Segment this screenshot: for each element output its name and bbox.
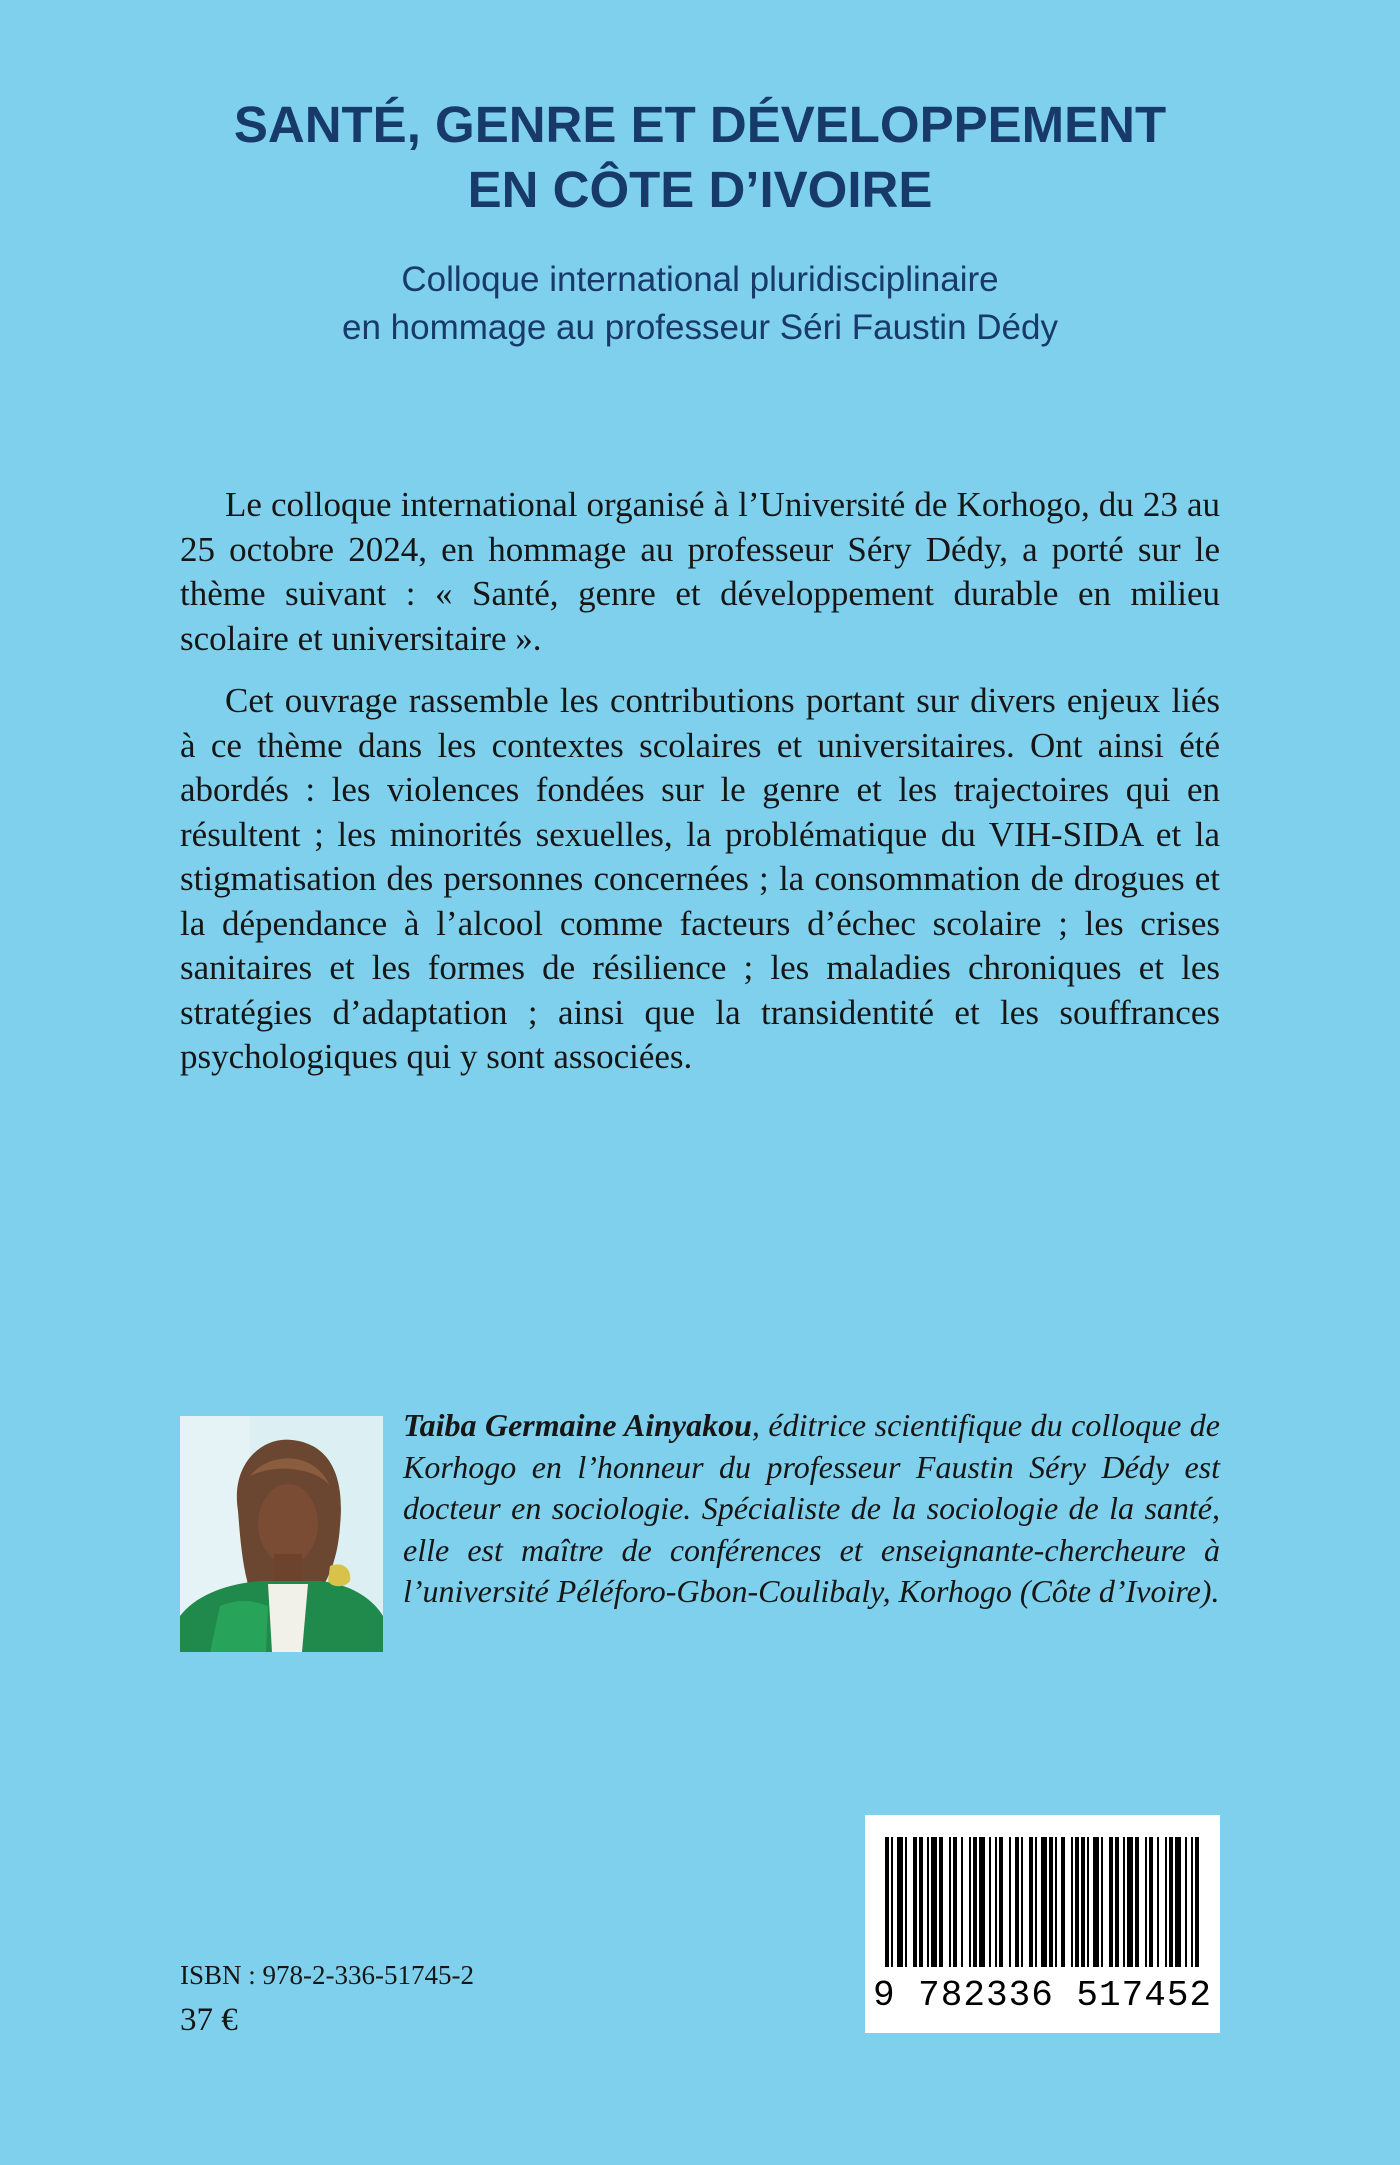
barcode-digits: 9 782336 517452 [872,1975,1213,2016]
barcode-bar [961,1837,963,1967]
author-portrait-photo [180,1416,383,1652]
barcode-bar [1015,1837,1019,1967]
barcode-bar [1093,1837,1099,1967]
barcode-bar [973,1837,977,1967]
author-bio-text: , éditrice scientifique du colloque de Korhogo en l’honneur du professeur Faustin Séry Dédy est docteur en sociologie. Spécialiste de la sociologie de la santé, elle est maître de conférences et enseignante-chercheure à l’université Péléforo-Gbon-Coulibaly, Korhogo (Côte d’Ivoire). [403,1407,1221,1609]
barcode-bar [1123,1837,1125,1967]
barcode-bar [1061,1837,1065,1967]
barcode-bar [1009,1837,1011,1967]
barcode-bar [999,1837,1003,1967]
blurb-paragraph-1: Le colloque international organisé à l’Université de Korhogo, du 23 au 25 octobre 2024, en hommage au professeur Séry Dédy, a porté sur le thème suivant : « Santé, genre et développement durable en milieu scolaire et universitaire ». [180,485,1220,658]
barcode-bar [1049,1837,1053,1967]
barcode-bar [1087,1837,1089,1967]
barcode-bar [1109,1837,1113,1967]
book-title-line-1: SANTÉ, GENRE ET DÉVELOPPEMENT [233,96,1167,153]
barcode-bar [989,1837,991,1967]
barcode-bar [1081,1837,1085,1967]
barcode-bar [979,1837,985,1967]
book-subtitle-line-2: en hommage au professeur Séri Faustin Dédy [342,308,1058,347]
barcode-bar [1071,1837,1073,1967]
isbn-text: ISBN : 978-2-336-51745-2 [180,1960,474,1990]
barcode-bar [1135,1837,1139,1967]
book-title-line-2: EN CÔTE D’IVOIRE [467,161,933,218]
barcode-bar [931,1837,937,1967]
barcode-bar [885,1837,889,1967]
barcode-bar [891,1837,893,1967]
book-subtitle-line-1: Colloque international pluridisciplinaire [401,260,999,299]
author-name: Taiba Germaine Ainyakou [403,1407,752,1443]
barcode [865,1815,1220,2033]
barcode-bar [969,1837,971,1967]
barcode-bar [919,1837,923,1967]
barcode-bar [1055,1837,1057,1967]
barcode-bar [1075,1837,1079,1967]
barcode-bar [1115,1837,1119,1967]
author-portrait-icon [180,1416,383,1652]
barcode-bar [1101,1837,1103,1967]
barcode-bar [1191,1837,1193,1967]
barcode-bar [1165,1837,1167,1967]
barcode-bar [995,1837,997,1967]
price-text: 37 € [180,2002,238,2038]
barcode-bar [1185,1837,1187,1967]
barcode-bar [1035,1837,1037,1967]
book-title [0,92,1400,222]
barcode-bar [1157,1837,1159,1967]
barcode-bar [953,1837,957,1967]
author-biography [403,1405,1220,1613]
blurb-paragraph-2: Cet ouvrage rassemble les contributions portant sur divers enjeux liés à ce thème dans les contextes scolaires et universitaires. Ont ainsi été abordés : les violences fondées sur le genre et les trajectoires qui en résultent ; les minorités sexuelles, la problématique du VIH-SIDA et la stigmatisation des personnes concernées ; la consommation de drogues et la dépendance à l’alcool comme facteurs d’échec scolaire ; les crises sanitaires et les formes de résilience ; les maladies chroniques et les stratégies d’adaptation ; ainsi que la transidentité et les souffrances psychologiques qui y sont associées. [180,681,1220,1076]
barcode-bar [1021,1837,1023,1967]
barcode-bar [1169,1837,1173,1967]
barcode-bar [1195,1837,1199,1967]
barcode-bar [1029,1837,1033,1967]
book-subtitle [0,256,1400,352]
barcode-bar [1041,1837,1047,1967]
back-cover-blurb [180,483,1220,1098]
barcode-bar [949,1837,951,1967]
barcode-bar [897,1837,903,1967]
barcode-bar [1127,1837,1133,1967]
barcode-bar [1149,1837,1153,1967]
barcode-bar [939,1837,943,1967]
barcode-bar [905,1837,907,1967]
barcode-bar [927,1837,929,1967]
barcode-bar [1145,1837,1147,1967]
barcode-bar [913,1837,917,1967]
barcode-bar [1175,1837,1181,1967]
